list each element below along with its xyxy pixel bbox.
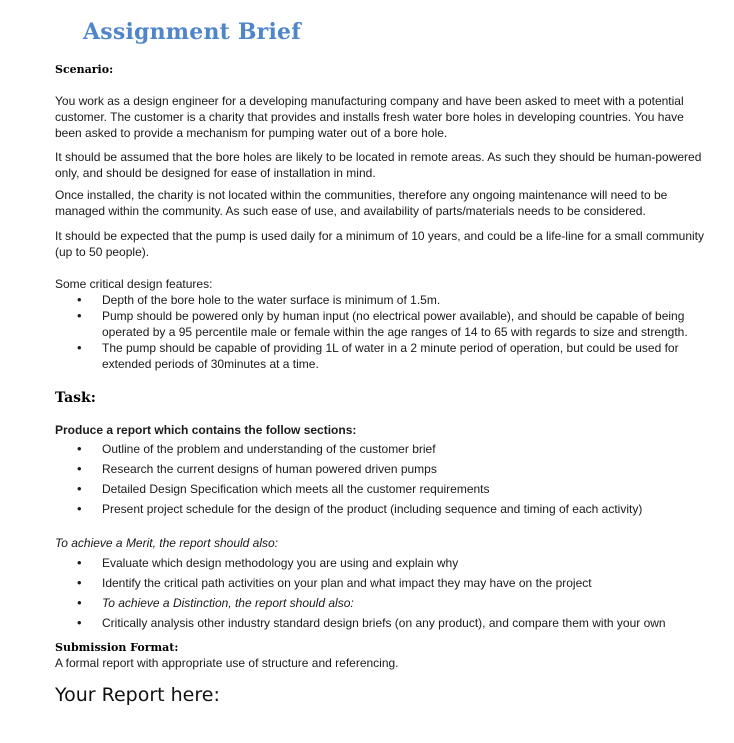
scenario-paragraph: It should be assumed that the bore holes are likely to be located in remote areas. As such they should be human-powered only, and should be designed for ease of installation in mind. [55, 150, 702, 180]
scenario-paragraph: It should be expected that the pump is used daily for a minimum of 10 years, and could be a life-line for a small community (up to 50 people). [55, 229, 704, 259]
list-item: • Research the current designs of human powered driven pumps [55, 461, 705, 477]
list-item: • Critically analysis other industry standard design briefs (on any product), and compare them with your own [55, 615, 705, 631]
merit-list [55, 555, 705, 635]
document-title: Assignment Brief [83, 19, 301, 45]
submission-heading: Submission Format: [55, 641, 179, 654]
list-item: • Present project schedule for the design of the product (including sequence and timing of each activity) [55, 501, 705, 517]
scenario-paragraph: You work as a design engineer for a developing manufacturing company and have been asked to meet with a potential customer. The customer is a charity that provides and installs fresh water bore holes in developing countries. You have been asked to provide a mechanism for pumping water out of a bore hole. [55, 94, 684, 140]
merit-intro: To achieve a Merit, the report should also: [55, 536, 279, 550]
task-heading: Task: [55, 390, 96, 406]
list-item: • Detailed Design Specification which meets all the customer requirements [55, 481, 705, 497]
scenario-paragraph: Once installed, the charity is not located within the communities, therefore any ongoing maintenance will need to be managed within the community. As such ease of use, and availability of parts/materials needs to be considered. [55, 188, 668, 218]
distinction-intro: • To achieve a Distinction, the report should also: [55, 595, 705, 611]
list-item: • The pump should be capable of providing 1L of water in a 2 minute period of operation, but could be used for extended periods of 30minutes at a time. [55, 340, 705, 372]
task-intro: Produce a report which contains the follow sections: [55, 423, 357, 437]
task-sections-list [55, 441, 705, 521]
report-placeholder[interactable]: Your Report here: [55, 684, 220, 706]
list-item: • Identify the critical path activities on your plan and what impact they may have on the project [55, 575, 705, 591]
list-item: • Outline of the problem and understanding of the customer brief [55, 441, 705, 457]
features-intro: Some critical design features: [55, 277, 213, 291]
features-list [55, 292, 705, 372]
scenario-heading: Scenario: [55, 63, 114, 76]
submission-text: A formal report with appropriate use of structure and referencing. [55, 656, 399, 670]
list-item: • Pump should be powered only by human input (no electrical power available), and should be capable of being operated by a 95 percentile male or female within the age ranges of 14 to 65 with regards to size and strength. [55, 308, 705, 340]
list-item: • Depth of the bore hole to the water surface is minimum of 1.5m. [55, 292, 705, 308]
list-item: • Evaluate which design methodology you are using and explain why [55, 555, 705, 571]
